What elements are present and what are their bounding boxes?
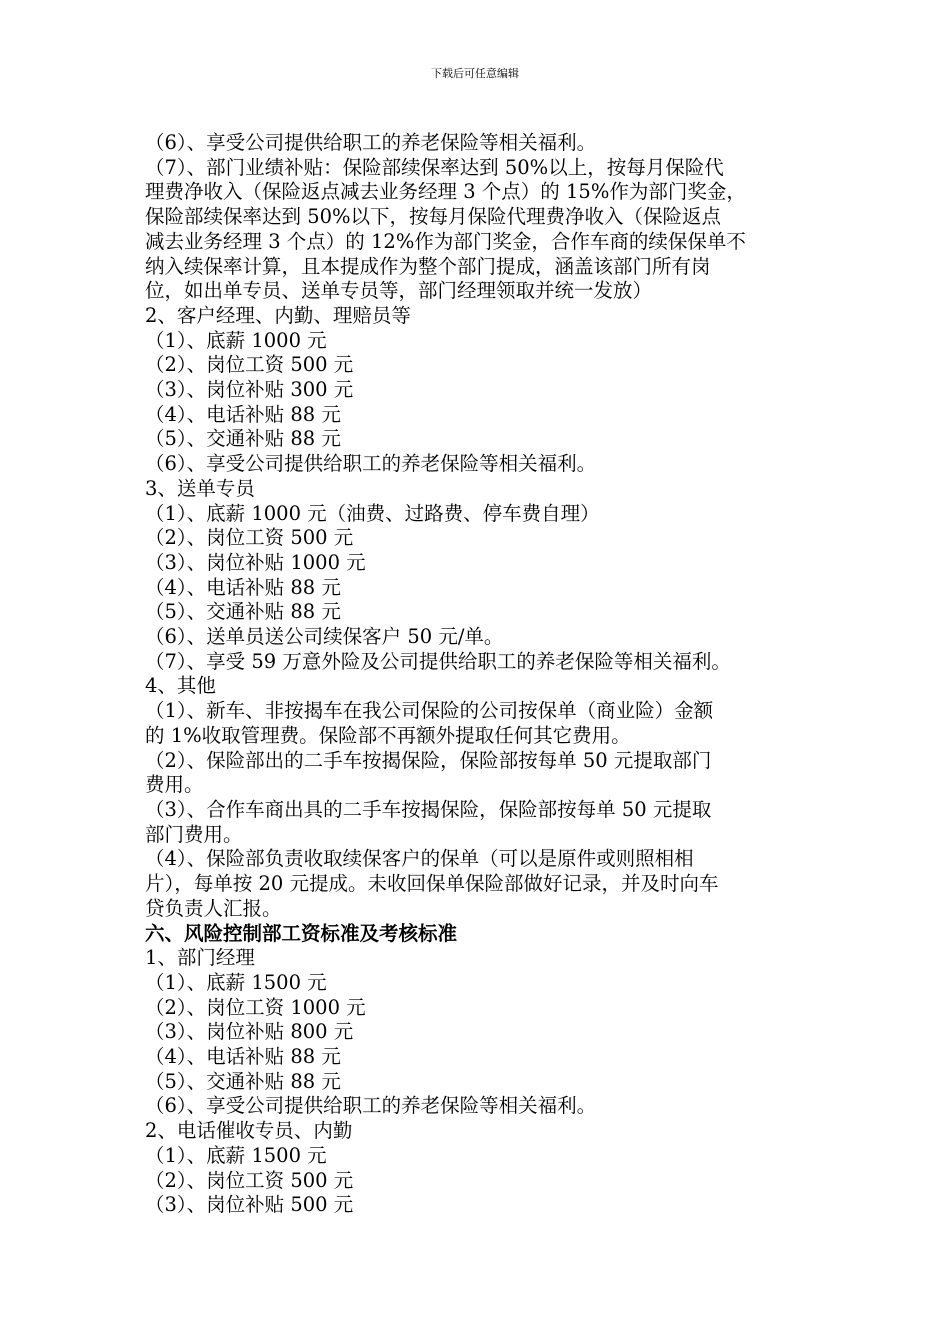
text-line: 2、电话催收专员、内勤 xyxy=(145,1119,353,1143)
text-line: 的 1%收取管理费。保险部不再额外提取任何其它费用。 xyxy=(145,723,631,747)
text-line: 4、其他 xyxy=(145,674,216,698)
text-line: （3）、合作车商出具的二手车按揭保险，保险部按每单 50 元提取 xyxy=(145,797,712,821)
text-line: （2）、岗位工资 500 元 xyxy=(145,526,354,550)
page-header: 下载后可任意编辑 xyxy=(431,67,519,80)
text-line: 纳入续保率计算，且本提成作为整个部门提成，涵盖该部门所有岗 xyxy=(145,254,711,278)
text-line: （1）、底薪 1500 元 xyxy=(145,1143,327,1167)
text-line: （2）、保险部出的二手车按揭保险，保险部按每单 50 元提取部门 xyxy=(145,748,712,772)
text-line: （2）、岗位工资 500 元 xyxy=(145,353,354,377)
text-line: 片），每单按 20 元提成。未收回保单保险部做好记录，并及时向车 xyxy=(145,872,719,896)
text-line: （6）、送单员送公司续保客户 50 元/单。 xyxy=(145,625,504,649)
text-line: （5）、交通补贴 88 元 xyxy=(145,1069,341,1093)
text-line: 1、部门经理 xyxy=(145,946,255,970)
text-line: （3）、岗位补贴 1000 元 xyxy=(145,550,366,574)
text-line: 减去业务经理 3 个点）的 12%作为部门奖金，合作车商的续保保单不 xyxy=(145,229,746,253)
text-line: 理费净收入（保险返点减去业务经理 3 个点）的 15%作为部门奖金， xyxy=(145,180,746,204)
text-line: （6）、享受公司提供给职工的养老保险等相关福利。 xyxy=(145,452,597,476)
text-line: （7）、享受 59 万意外险及公司提供给职工的养老保险等相关福利。 xyxy=(145,649,731,673)
text-line: （7）、部门业绩补贴：保险部续保率达到 50%以上，按每月保险代 xyxy=(145,155,724,179)
text-line: （6）、享受公司提供给职工的养老保险等相关福利。 xyxy=(145,1094,597,1118)
text-line: 贷负责人汇报。 xyxy=(145,896,282,920)
text-line: （3）、岗位补贴 800 元 xyxy=(145,1020,354,1044)
text-line: （3）、岗位补贴 500 元 xyxy=(145,1193,354,1217)
text-line: （5）、交通补贴 88 元 xyxy=(145,600,341,624)
text-line: 部门费用。 xyxy=(145,822,243,846)
text-line: （4）、保险部负责收取续保客户的保单（可以是原件或则照相相 xyxy=(145,847,694,871)
text-line: 3、送单专员 xyxy=(145,476,255,500)
text-line: 2、客户经理、内勤、理赔员等 xyxy=(145,303,411,327)
text-line: （1）、底薪 1000 元（油费、过路费、停车费自理） xyxy=(145,501,600,525)
text-line: （6）、享受公司提供给职工的养老保险等相关福利。 xyxy=(145,131,597,154)
text-line: （4）、电话补贴 88 元 xyxy=(145,402,341,426)
text-line: （4）、电话补贴 88 元 xyxy=(145,1045,341,1069)
text-line: （5）、交通补贴 88 元 xyxy=(145,427,341,451)
text-line: （2）、岗位工资 500 元 xyxy=(145,1168,354,1192)
section-heading: 六、风险控制部工资标准及考核标准 xyxy=(145,921,458,945)
text-line: 保险部续保率达到 50%以下，按每月保险代理费净收入（保险返点 xyxy=(145,205,722,229)
text-line: （1）、底薪 1000 元 xyxy=(145,328,327,352)
text-line: 位，如出单专员、送单专员等，部门经理领取并统一发放） xyxy=(145,279,653,303)
text-line: （3）、岗位补贴 300 元 xyxy=(145,378,354,402)
text-line: （1）、底薪 1500 元 xyxy=(145,970,327,994)
text-line: （1）、新车、非按揭车在我公司保险的公司按保单（商业险）金额 xyxy=(145,699,714,723)
document-body xyxy=(145,131,813,1218)
text-line: 费用。 xyxy=(145,773,204,797)
text-line: （4）、电话补贴 88 元 xyxy=(145,575,341,599)
text-line: （2）、岗位工资 1000 元 xyxy=(145,995,366,1019)
